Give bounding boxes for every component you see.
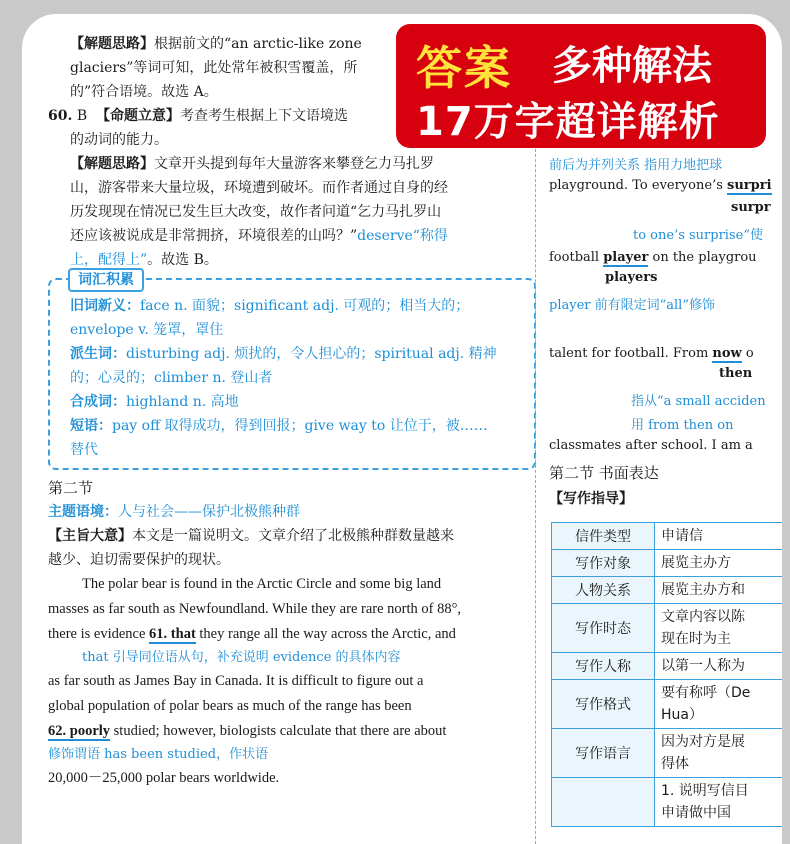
vocab-label: 合成词： xyxy=(70,394,126,410)
passage-line: as far south as James Bay in Canada. It is difficult to figure out a xyxy=(48,673,424,689)
vocab-text: disturbing adj. 烦扰的，令人担心的；spiritual adj. 精神 xyxy=(126,346,497,362)
answer: then xyxy=(719,366,753,381)
vocab-label: 派生词： xyxy=(70,346,126,362)
q60-analysis xyxy=(48,152,536,176)
table-key: 写作语言 xyxy=(552,729,655,778)
promo-banner xyxy=(396,24,766,148)
table-row xyxy=(552,729,783,778)
q60-line: 山，游客带来大量垃圾，环境遭到破坏。而作者通过自身的经 xyxy=(70,180,448,196)
banner-methods-text: 多种解法 xyxy=(552,43,712,89)
text: 文章开头提到每年大量游客来攀登乞力马扎罗 xyxy=(154,156,434,172)
table-value: 因为对方是展 得体 xyxy=(655,729,783,778)
column-divider xyxy=(535,134,536,844)
answer: B xyxy=(76,108,88,124)
text: o xyxy=(741,346,754,361)
vocab-line xyxy=(70,342,524,366)
banner-answer-text: 答案 xyxy=(416,41,512,95)
table-value: 展览主办方 xyxy=(655,550,783,577)
q60-line xyxy=(48,224,536,248)
vocab-line xyxy=(70,438,524,462)
q60-line2: 的动词的能力。 xyxy=(70,132,168,148)
answer-61: 61. that xyxy=(149,626,196,642)
note: 前后为并列关系 指用力地把球 xyxy=(549,158,723,173)
passage-line xyxy=(549,250,757,265)
note-61: that 引导同位语从句，补充说明 evidence 的具体内容 xyxy=(82,650,401,665)
note: 用 from then on xyxy=(631,418,734,433)
label: 【解题思路】 xyxy=(70,36,154,52)
table-key: 写作对象 xyxy=(552,550,655,577)
theme-text: 人与社会——保护北极熊种群 xyxy=(118,504,300,520)
vocab-text: highland n. 高地 xyxy=(126,394,239,410)
passage-line: 20,000－25,000 polar bears worldwide. xyxy=(48,770,280,786)
table-row xyxy=(552,604,783,653)
main-idea-line2: 越少、迫切需要保护的现状。 xyxy=(48,552,230,568)
passage-line xyxy=(549,178,772,193)
note-62: 修饰谓语 has been studied，作状语 xyxy=(48,747,269,762)
label: 【解题思路】 xyxy=(70,156,154,172)
table-row xyxy=(552,653,783,680)
table-row xyxy=(552,680,783,729)
text: talent for football. From xyxy=(549,346,713,361)
q59-line2: glaciers”等词可知，此处常年被积雪覆盖，所 xyxy=(70,60,358,76)
answer: players xyxy=(605,270,658,285)
text: football xyxy=(549,250,604,265)
vocab-text: pay off 取得成功，得到回报；give way to 让位于，被…… xyxy=(112,418,488,434)
table-row xyxy=(552,550,783,577)
table-value: 要有称呼（De Hua） xyxy=(655,680,783,729)
section-title: 第二节 书面表达 xyxy=(549,464,659,482)
note: 指从“a small acciden xyxy=(631,394,766,409)
label: 【主旨大意】 xyxy=(48,528,132,544)
answer: now xyxy=(712,346,742,361)
text: they range all the way across the Arctic, and xyxy=(195,626,456,642)
section-title: 第二节 xyxy=(48,479,94,497)
q60-line: 历发现现在情况已发生巨大改变，故作者问道“乞力马扎罗山 xyxy=(70,204,442,220)
label: 【命题立意】 xyxy=(96,108,181,124)
passage-line xyxy=(48,622,536,647)
text: there is evidence xyxy=(48,626,150,642)
table-row xyxy=(552,523,783,550)
table-key: 人物关系 xyxy=(552,577,655,604)
table-value: 申请信 xyxy=(655,523,783,550)
passage-line xyxy=(48,719,536,744)
answer: surpr xyxy=(731,200,771,215)
text: studied; however, biologists calculate that there are about xyxy=(110,723,447,739)
writing-guide-table xyxy=(551,522,782,827)
passage-line: global population of polar bears as much of the range has been xyxy=(48,698,412,714)
text: on the playgrou xyxy=(648,250,757,265)
answer: surpri xyxy=(727,178,772,193)
vocab-text: face n. 面貌；significant adj. 可观的；相当大的； xyxy=(140,298,470,314)
theme xyxy=(48,500,536,524)
text: 还应该被说成是非常拥挤，环境很差的山吗？” xyxy=(70,228,358,244)
passage-line: The polar bear is found in the Arctic Circle and some big land xyxy=(82,576,442,592)
table-row xyxy=(552,577,783,604)
deserve-note: deserve“称得 xyxy=(357,228,448,244)
vocab-text: envelope v. 笼罩，罩住 xyxy=(70,322,224,338)
vocab-line xyxy=(70,414,524,438)
vocab-label: 短语： xyxy=(70,418,112,434)
note: to one’s surprise“使 xyxy=(633,228,763,243)
text: 根据前文的“an arctic-like zone xyxy=(154,36,362,52)
answer: player xyxy=(603,250,649,265)
table-value: 文章内容以陈 现在时为主 xyxy=(655,604,783,653)
table-row xyxy=(552,778,783,827)
theme-label: 主题语境： xyxy=(48,504,118,520)
table-key: 信件类型 xyxy=(552,523,655,550)
vocab-title: 词汇积累 xyxy=(68,268,144,292)
passage-line xyxy=(549,346,754,361)
table-key: 写作人称 xyxy=(552,653,655,680)
text: 考查考生根据上下文语境选 xyxy=(180,108,349,124)
vocab-line xyxy=(70,318,524,342)
vocab-label: 旧词新义： xyxy=(70,298,140,314)
vocab-text: 的；心灵的；climber n. 登山者 xyxy=(70,370,273,386)
text: 。故选 B。 xyxy=(147,252,218,268)
table-value: 1. 说明写信目 申请做中国 xyxy=(655,778,783,827)
vocab-line xyxy=(70,390,524,414)
table-value: 展览主办方和 xyxy=(655,577,783,604)
q59-line3: 的”符合语境。故选 A。 xyxy=(70,84,218,100)
deserve-note: 上，配得上” xyxy=(70,252,148,268)
banner-analysis-text: 17万字超详解析 xyxy=(416,99,720,145)
text: playground. To everyone’s xyxy=(549,178,728,193)
writing-guide-title: 【写作指导】 xyxy=(549,491,633,507)
main-idea xyxy=(48,524,536,548)
vocab-line xyxy=(70,366,524,390)
vocab-line xyxy=(70,294,524,318)
question-number: 60. xyxy=(48,108,73,124)
text: 本文是一篇说明文。文章介绍了北极熊种群数量越来 xyxy=(132,528,454,544)
passage-line: classmates after school. I am a xyxy=(549,438,753,453)
table-key xyxy=(552,778,655,827)
passage-line: masses as far south as Newfoundland. While they are rare north of 88°, xyxy=(48,601,462,617)
vocab-text: 替代 xyxy=(70,442,98,458)
table-value: 以第一人称为 xyxy=(655,653,783,680)
table-key: 写作时态 xyxy=(552,604,655,653)
table-key: 写作格式 xyxy=(552,680,655,729)
note: player 前有限定词“all”修饰 xyxy=(549,298,715,313)
answer-62: 62. poorly xyxy=(48,723,111,739)
vocab-box xyxy=(48,272,536,470)
